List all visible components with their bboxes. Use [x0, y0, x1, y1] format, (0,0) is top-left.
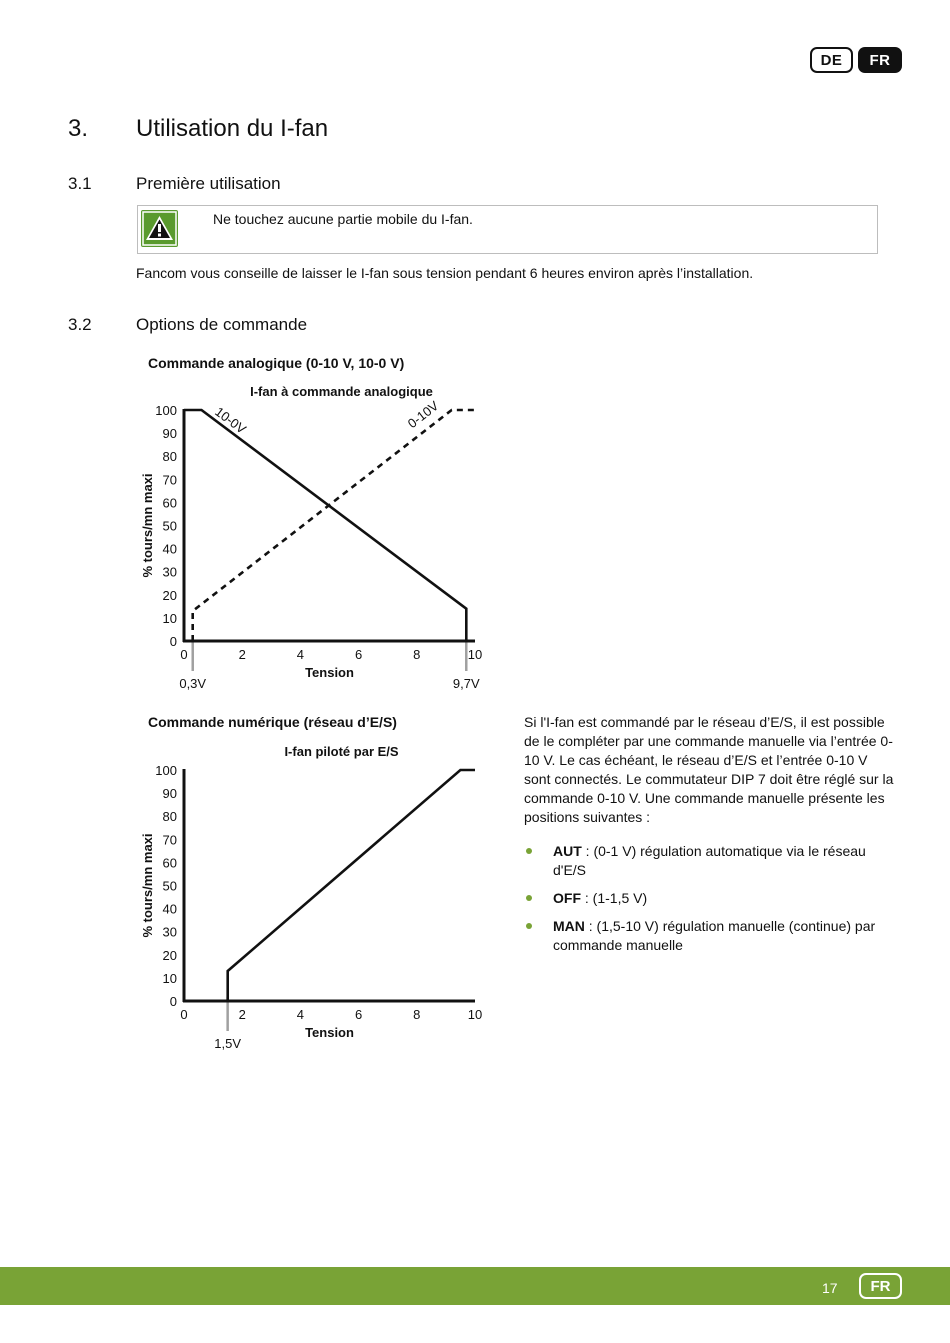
chart1-x-tick-label: 2 [238, 647, 246, 662]
subsection-2-title: Options de commande [136, 315, 308, 334]
bullet-text: : (1,5-10 V) régulation manuelle (continue) par commande manuelle [553, 918, 876, 953]
bullet-icon [526, 895, 532, 901]
chart2-y-tick-label: 80 [162, 809, 177, 825]
chart1-y-tick-label: 0 [169, 634, 177, 649]
chart2-x-tick-label: 2 [238, 1007, 246, 1022]
chart1-y-tick-label: 100 [155, 403, 177, 418]
chart1-y-tick-label: 90 [162, 426, 177, 442]
bullet-text: : (0-1 V) régulation automatique via le réseau d'E/S [553, 843, 866, 878]
chart1-y-tick-label: 70 [162, 472, 177, 488]
subsection-1-title: Première utilisation [136, 174, 281, 193]
install-paragraph: Fancom vous conseille de laisser le I-fan sous tension pendant 6 heures environ après l’installation. [136, 265, 754, 281]
chart2-title: I-fan piloté par E/S [284, 744, 399, 759]
chart1-x-tick-label: 0 [180, 647, 188, 662]
chart2-series-line-0 [228, 770, 475, 1001]
bullet-item-man [553, 917, 893, 955]
chart1-y-tick-label: 40 [162, 541, 177, 557]
chart2-x-tick-label: 10 [467, 1007, 483, 1022]
chart2-x-tick-label: 0 [180, 1007, 188, 1022]
bullet-term: OFF [553, 890, 581, 906]
chart2-x-tick-label: 6 [354, 1007, 363, 1022]
section-title: Utilisation du I-fan [136, 115, 329, 142]
chart2-marker-label: 1,5V [214, 1036, 242, 1051]
chart1-x-tick-label: 6 [354, 647, 363, 662]
section-number: 3. [68, 115, 89, 142]
bullet-icon [526, 848, 532, 854]
chart2-x-tick-label: 4 [296, 1007, 305, 1022]
chart1-series-label: 0-10V [404, 397, 442, 432]
chart1-title: I-fan à commande analogique [250, 384, 433, 399]
language-fr-tab[interactable]: FR [858, 47, 902, 73]
analog-heading: Commande analogique (0-10 V, 10-0 V) [148, 355, 405, 371]
chart2-y-axis-label: % tours/mn maxi [140, 833, 155, 938]
chart1-marker-label: 0,3V [179, 676, 207, 691]
chart1-x-tick-label: 4 [296, 647, 305, 662]
subsection-2-number: 3.2 [68, 315, 92, 334]
bullet-term: AUT [553, 843, 582, 859]
chart1-series-label: 10-0V [212, 403, 249, 437]
subsection-1-number: 3.1 [68, 174, 92, 193]
chart2-y-tick-label: 90 [162, 786, 177, 802]
warning-text: Ne touchez aucune partie mobile du I-fan. [213, 211, 473, 227]
warning-icon [141, 210, 178, 247]
chart2-y-tick-label: 40 [162, 901, 177, 917]
chart2-y-tick-label: 10 [162, 970, 177, 986]
chart2-y-tick-label: 0 [169, 994, 177, 1009]
chart2-y-tick-label: 60 [162, 855, 177, 871]
chart1-y-axis-label: % tours/mn maxi [140, 473, 155, 578]
footer-bar [0, 1267, 950, 1305]
bullet-icon [526, 923, 532, 929]
analog-control-chart [130, 375, 510, 700]
chart1-series-line-0-10v [193, 410, 475, 641]
footer-language-badge: FR [859, 1273, 902, 1299]
bullet-item-off [553, 889, 893, 908]
bullet-term: MAN [553, 918, 585, 934]
chart2-y-tick-label: 30 [162, 924, 177, 940]
chart1-y-tick-label: 30 [162, 564, 177, 580]
chart1-y-tick-label: 60 [162, 495, 177, 511]
chart1-y-tick-label: 20 [162, 587, 177, 603]
chart2-y-tick-label: 20 [162, 947, 177, 963]
page-number: 17 [822, 1280, 838, 1296]
chart2-y-tick-label: 70 [162, 832, 177, 848]
chart1-x-tick-label: 8 [413, 647, 421, 662]
bullet-text: : (1-1,5 V) [581, 890, 648, 906]
chart1-x-tick-label: 10 [467, 647, 483, 662]
chart1-y-tick-label: 80 [162, 449, 177, 465]
chart2-y-tick-label: 100 [155, 763, 177, 778]
chart2-x-axis-label: Tension [305, 1025, 354, 1040]
chart2-x-tick-label: 8 [413, 1007, 421, 1022]
language-de-tab[interactable]: DE [810, 47, 853, 73]
chart1-y-tick-label: 10 [162, 610, 177, 626]
chart1-x-axis-label: Tension [305, 665, 354, 680]
description-paragraph: Si l'I-fan est commandé par le réseau d’E/S, il est possible de le compléter par une commande manuelle via l’entrée 0-10 V. Le cas échéant, le réseau d’E/S et l’entrée 0-10 V sont connectés. Le commutateur DIP 7 doit être réglé sur la commande 0-10 V. Une commande manuelle présente les positions suivantes : [524, 714, 894, 825]
digital-heading: Commande numérique (réseau d’E/S) [148, 714, 397, 730]
digital-control-chart [130, 735, 510, 1060]
bullet-item-aut [553, 842, 893, 880]
chart1-marker-label: 9,7V [452, 676, 480, 691]
chart1-y-tick-label: 50 [162, 518, 177, 534]
chart2-y-tick-label: 50 [162, 878, 177, 894]
chart1-series-line-10-0v [184, 410, 466, 641]
